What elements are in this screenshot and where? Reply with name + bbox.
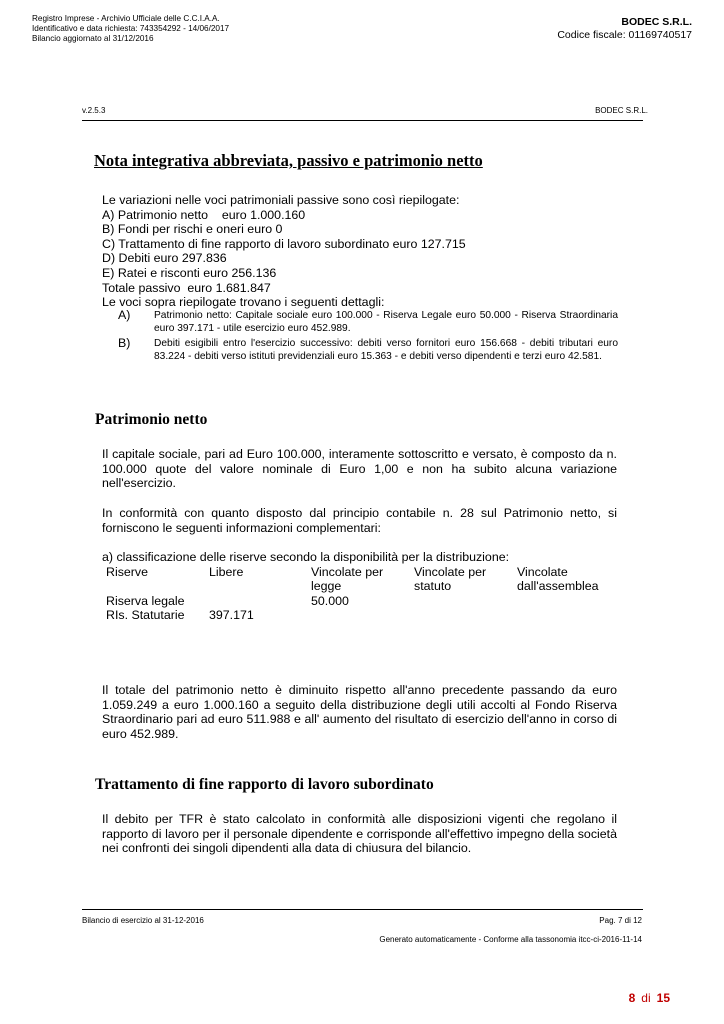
tfr-paragraph: Il debito per TFR è stato calcolato in conformità alle disposizioni vigenti che regolano il rapporto di lavoro per il personale dipendente e corrisponde all'effettivo impegno della società nei confronti dei singoli dipendenti alla data di chiusura del bilancio. (102, 812, 617, 856)
table-cell: 50.000 (311, 593, 349, 608)
riserve-table (102, 550, 622, 623)
detail-text: Debiti esigibili entro l'esercizio successivo: debiti verso fornitori euro 156.668 - debiti tributari euro 83.224 - debiti verso istituti previdenziali euro 15.363 - e debiti verso dipendenti e terzi euro 42.581. (154, 338, 618, 362)
detail-label: A) (118, 308, 131, 322)
footer-bilancio: Bilancio di esercizio al 31-12-2016 (82, 916, 204, 925)
version-label: v.2.5.3 (82, 106, 106, 115)
totale-patrimonio-paragraph: Il totale del patrimonio netto è diminuito rispetto all'anno precedente passando da euro 1.059.249 a euro 1.000.160 a seguito della distribuzione degli utili accolti al Fondo Riserva Straordinario pari ad euro 511.988 e all' aumento del risultato di esercizio dell'anno in corso di euro 452.989. (102, 683, 617, 741)
page-of: di (641, 991, 651, 1005)
registry-line-3: Bilancio aggiornato al 31/12/2016 (32, 34, 154, 43)
summary-line: Totale passivo euro 1.681.847 (102, 280, 271, 295)
table-cell (209, 594, 311, 609)
header-rule (82, 120, 643, 121)
table-cell (311, 608, 414, 623)
detail-text: Patrimonio netto: Capitale sociale euro 100.000 - Riserva Legale euro 50.000 - Riserva Straordinaria euro 397.171 - utile esercizio euro 452.989. (154, 310, 618, 334)
table-row (102, 594, 622, 609)
table-cell: RIs. Statutarie (106, 608, 185, 623)
section-title-patrimonio: Patrimonio netto (95, 411, 208, 428)
passivo-details (118, 309, 618, 365)
table-row (102, 608, 622, 623)
table-header: Libere (209, 564, 244, 579)
summary-line: E) Ratei e risconti euro 256.136 (102, 265, 277, 280)
table-cell (414, 608, 517, 623)
footer-rule (82, 909, 643, 910)
table-header: Vincolate per legge (311, 564, 384, 594)
table-cell: 397.171 (209, 608, 254, 623)
section-title-tfr: Trattamento di fine rapporto di lavoro subordinato (95, 776, 434, 793)
detail-item (118, 309, 618, 335)
company-name: BODEC S.R.L. (621, 16, 692, 28)
table-cell (517, 608, 617, 623)
current-page: 8 (628, 991, 636, 1005)
footer-page: Pag. 7 di 12 (599, 916, 642, 925)
total-pages: 15 (656, 991, 670, 1005)
table-header: Vincolate dall'assemblea (517, 564, 599, 594)
section-title-passivo: Nota integrativa abbreviata, passivo e patrimonio netto (94, 151, 483, 170)
registry-line-1: Registro Imprese - Archivio Ufficiale delle C.C.I.A.A. (32, 14, 220, 23)
table-header: Riserve (106, 564, 148, 579)
passivo-summary (102, 193, 466, 310)
company-info (557, 16, 692, 42)
detail-item (118, 337, 618, 363)
footer-generated: Generato automaticamente - Conforme alla tassonomia itcc-ci-2016-11-14 (379, 935, 642, 944)
table-caption: a) classificazione delle riserve secondo la disponibilità per la distribuzione: (102, 550, 510, 564)
detail-label: B) (118, 336, 131, 350)
summary-line: D) Debiti euro 297.836 (102, 251, 227, 266)
fiscal-code: Codice fiscale: 01169740517 (557, 29, 692, 41)
table-cell (414, 594, 517, 609)
registry-line-2: Identificativo e data richiesta: 743354292 - 14/06/2017 (32, 24, 230, 33)
summary-line: Le variazioni nelle voci patrimoniali passive sono così riepilogate: (102, 193, 460, 207)
table-header: Vincolate per statuto (414, 564, 487, 594)
capitale-paragraph: Il capitale sociale, pari ad Euro 100.000, interamente sottoscritto e versato, è composto da n. 100.000 quote del valore nominale di Euro 1,00 e non ha subito alcuna variazione nell'esercizio. (102, 447, 617, 491)
table-cell (517, 594, 617, 609)
header-company: BODEC S.R.L. (595, 106, 648, 115)
summary-line: B) Fondi per rischi e oneri euro 0 (102, 222, 283, 237)
summary-line: Le voci sopra riepilogate trovano i seguenti dettagli: (102, 295, 385, 310)
registry-info (32, 14, 229, 44)
table-cell: Riserva legale (106, 593, 185, 608)
table-header-row (102, 565, 622, 594)
page-indicator (629, 991, 670, 1005)
conformita-paragraph: In conformità con quanto disposto dal principio contabile n. 28 sul Patrimonio netto, si forniscono le seguenti informazioni complementari: (102, 506, 617, 535)
summary-line: A) Patrimonio netto euro 1.000.160 (102, 207, 306, 222)
summary-line: C) Trattamento di fine rapporto di lavoro subordinato euro 127.715 (102, 236, 466, 251)
